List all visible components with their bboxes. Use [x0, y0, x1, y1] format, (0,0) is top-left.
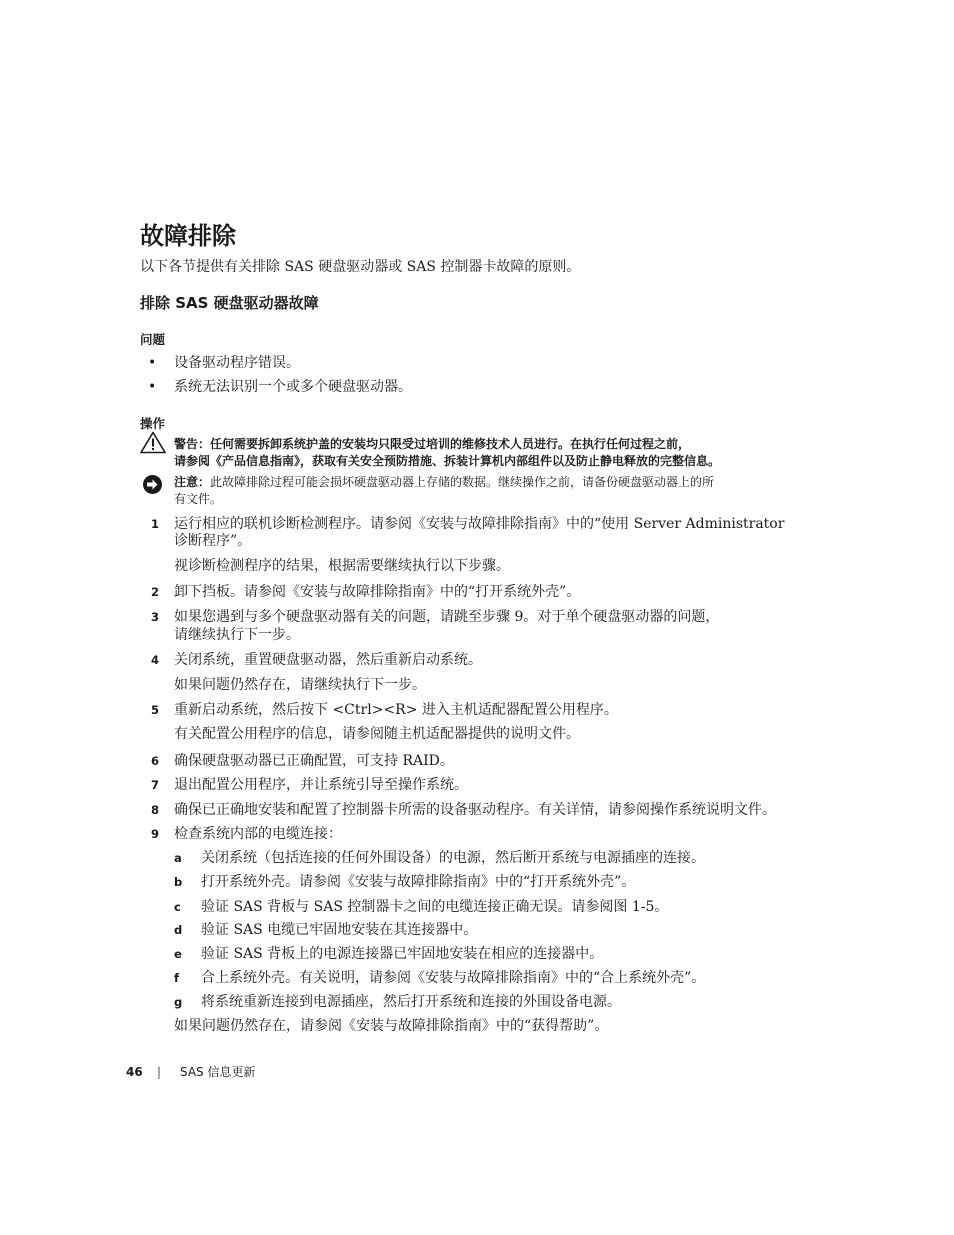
step-note: 如果问题仍然存在，请继续执行下一步。 — [174, 677, 426, 693]
problem-heading: 问题 — [140, 332, 166, 347]
problem-item: 设备驱动程序错误。 — [174, 355, 300, 371]
substep-letter: d — [174, 923, 183, 937]
substep-letter: c — [174, 900, 181, 914]
substep-letter: b — [174, 875, 183, 889]
step-number: 4 — [151, 653, 160, 667]
step-number: 3 — [151, 610, 160, 624]
notice-line-1 — [174, 474, 714, 491]
substep-text: 验证 SAS 背板与 SAS 控制器卡之间的电缆连接正确无误。请参阅图 1-5。 — [201, 899, 669, 915]
page-title: 故障排除 — [140, 222, 236, 250]
footer-section-title: SAS 信息更新 — [180, 1065, 256, 1079]
substep-letter: a — [174, 851, 182, 865]
substep-letter: g — [174, 995, 183, 1009]
substep-text: 验证 SAS 背板上的电源连接器已牢固地安装在相应的连接器中。 — [201, 946, 604, 962]
substep-text: 打开系统外壳。请参阅《安装与故障排除指南》中的“打开系统外壳”。 — [201, 874, 636, 890]
warning-label: 警告： — [174, 437, 211, 451]
step-number: 9 — [151, 827, 160, 841]
step-note: 视诊断检测程序的结果，根据需要继续执行以下步骤。 — [174, 558, 510, 574]
warning-triangle-icon — [140, 431, 166, 454]
step-text: 检查系统内部的电缆连接： — [174, 826, 342, 842]
substep-letter: e — [174, 947, 182, 961]
notice-text: 此故障排除过程可能会损坏硬盘驱动器上存储的数据。继续操作之前，请备份硬盘驱动器上的所 — [210, 475, 715, 489]
notice-line-2: 有文件。 — [174, 492, 223, 506]
bullet-icon: • — [148, 355, 157, 371]
warning-line-2: 请参阅《产品信息指南》，获取有关安全预防措施、拆装计算机内部组件以及防止静电释放的完整信息。 — [174, 454, 721, 468]
step-text: 重新启动系统，然后按下 <Ctrl><R> 进入主机适配器配置公用程序。 — [174, 702, 618, 718]
substep-text: 验证 SAS 电缆已牢固地安装在其连接器中。 — [201, 922, 478, 938]
step-number: 1 — [151, 517, 160, 531]
step-text: 运行相应的联机诊断检测程序。请参阅《安装与故障排除指南》中的“使用 Server Administrator — [174, 516, 785, 532]
step-text: 退出配置公用程序，并让系统引导至操作系统。 — [174, 777, 468, 793]
section-title: 排除 SAS 硬盘驱动器故障 — [140, 294, 319, 312]
substep-text: 将系统重新连接到电源插座，然后打开系统和连接的外围设备电源。 — [201, 994, 621, 1010]
intro-paragraph: 以下各节提供有关排除 SAS 硬盘驱动器或 SAS 控制器卡故障的原则。 — [140, 259, 581, 275]
step-text-continued: 请继续执行下一步。 — [174, 627, 300, 643]
page-number: 46 — [126, 1065, 143, 1079]
step-number: 2 — [151, 585, 160, 599]
step-text: 确保已正确地安装和配置了控制器卡所需的设备驱动程序。有关详情，请参阅操作系统说明文件。 — [174, 802, 776, 818]
bullet-icon: • — [148, 379, 157, 395]
substep-text: 合上系统外壳。有关说明，请参阅《安装与故障排除指南》中的“合上系统外壳”。 — [201, 970, 706, 986]
footer-separator: | — [157, 1065, 162, 1079]
final-note: 如果问题仍然存在，请参阅《安装与故障排除指南》中的“获得帮助”。 — [174, 1018, 609, 1034]
step-number: 8 — [151, 803, 160, 817]
substep-text: 关闭系统（包括连接的任何外围设备）的电源，然后断开系统与电源插座的连接。 — [201, 850, 705, 866]
problem-item: 系统无法识别一个或多个硬盘驱动器。 — [174, 379, 412, 395]
step-number: 7 — [151, 778, 160, 792]
notice-label: 注意： — [174, 475, 211, 489]
notice-icon — [142, 474, 163, 495]
warning-line-1 — [174, 436, 690, 453]
step-text: 如果您遇到与多个硬盘驱动器有关的问题，请跳至步骤 9。对于单个硬盘驱动器的问题， — [174, 609, 720, 625]
step-number: 6 — [151, 754, 160, 768]
action-heading: 操作 — [140, 416, 166, 431]
warning-text: 任何需要拆卸系统护盖的安装均只限受过培训的维修技术人员进行。在执行任何过程之前， — [210, 437, 691, 451]
step-text-continued: 诊断程序”。 — [174, 533, 252, 549]
substep-letter: f — [174, 971, 180, 985]
step-number: 5 — [151, 703, 160, 717]
step-text: 关闭系统，重置硬盘驱动器，然后重新启动系统。 — [174, 652, 482, 668]
step-text: 确保硬盘驱动器已正确配置，可支持 RAID。 — [174, 753, 454, 769]
step-note: 有关配置公用程序的信息，请参阅随主机适配器提供的说明文件。 — [174, 726, 580, 742]
step-text: 卸下挡板。请参阅《安装与故障排除指南》中的“打开系统外壳”。 — [174, 584, 581, 600]
